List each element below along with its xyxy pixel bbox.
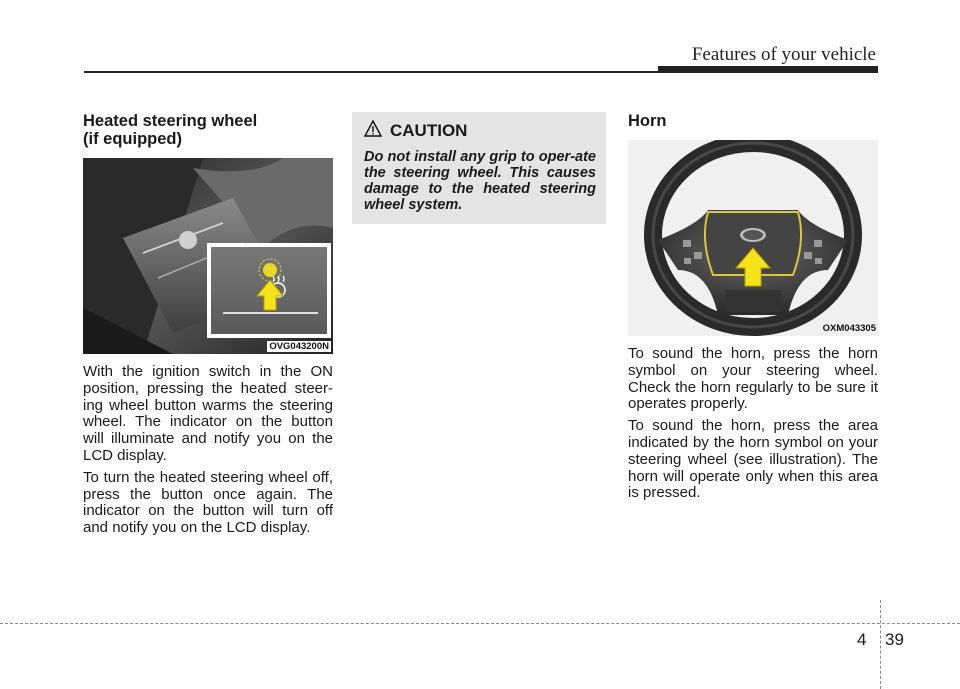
heading-line-2: (if equipped) — [83, 130, 182, 148]
caution-panel — [352, 112, 606, 224]
console-illustration — [83, 158, 333, 354]
heading-line-1: Heated steering wheel — [83, 112, 258, 130]
page-number: 39 — [885, 630, 904, 649]
steering-wheel-illustration — [628, 140, 878, 336]
horn-section — [628, 112, 878, 502]
caution-text: Do not install any grip to oper-ate the steering wheel. This causes damage to the heated steering wheel system. — [364, 149, 596, 213]
paragraph: With the ignition switch in the ON position, pressing the heated steer-ing wheel button warms the steering wheel. The indicator on the button will illuminate and notify you on the LCD display. — [83, 363, 333, 464]
chapter-number: 4 — [857, 630, 867, 649]
paragraph: To turn the heated steering wheel off, press the button once again. The indicator on the button will turn off and notify you on the LCD display. — [83, 468, 333, 537]
steering-wheel-icon — [628, 140, 878, 336]
header-rule-accent — [658, 66, 878, 72]
section-heading: Horn — [628, 112, 667, 130]
header-title: Features of your vehicle — [691, 44, 876, 65]
footer-rule — [0, 623, 960, 624]
caution-title: CAUTION — [390, 121, 468, 140]
caution-box — [352, 112, 606, 224]
image-code: OVG043200N — [269, 341, 329, 352]
warning-triangle-icon — [364, 120, 382, 142]
heated-steering-button-photo — [83, 158, 333, 354]
section-heading — [83, 112, 333, 148]
footer-divider — [880, 600, 881, 689]
heated-steering-section — [83, 112, 333, 537]
image-code: OXM043305 — [822, 323, 876, 334]
paragraph: To sound the horn, press the horn symbol on your steering wheel. Check the horn regularly to be sure it operates properly. — [628, 345, 878, 413]
caution-header — [364, 120, 596, 142]
paragraph: To sound the horn, press the area indicated by the horn symbol on your steering wheel (see illustration). The horn will operate only when this area is pressed. — [628, 417, 878, 502]
